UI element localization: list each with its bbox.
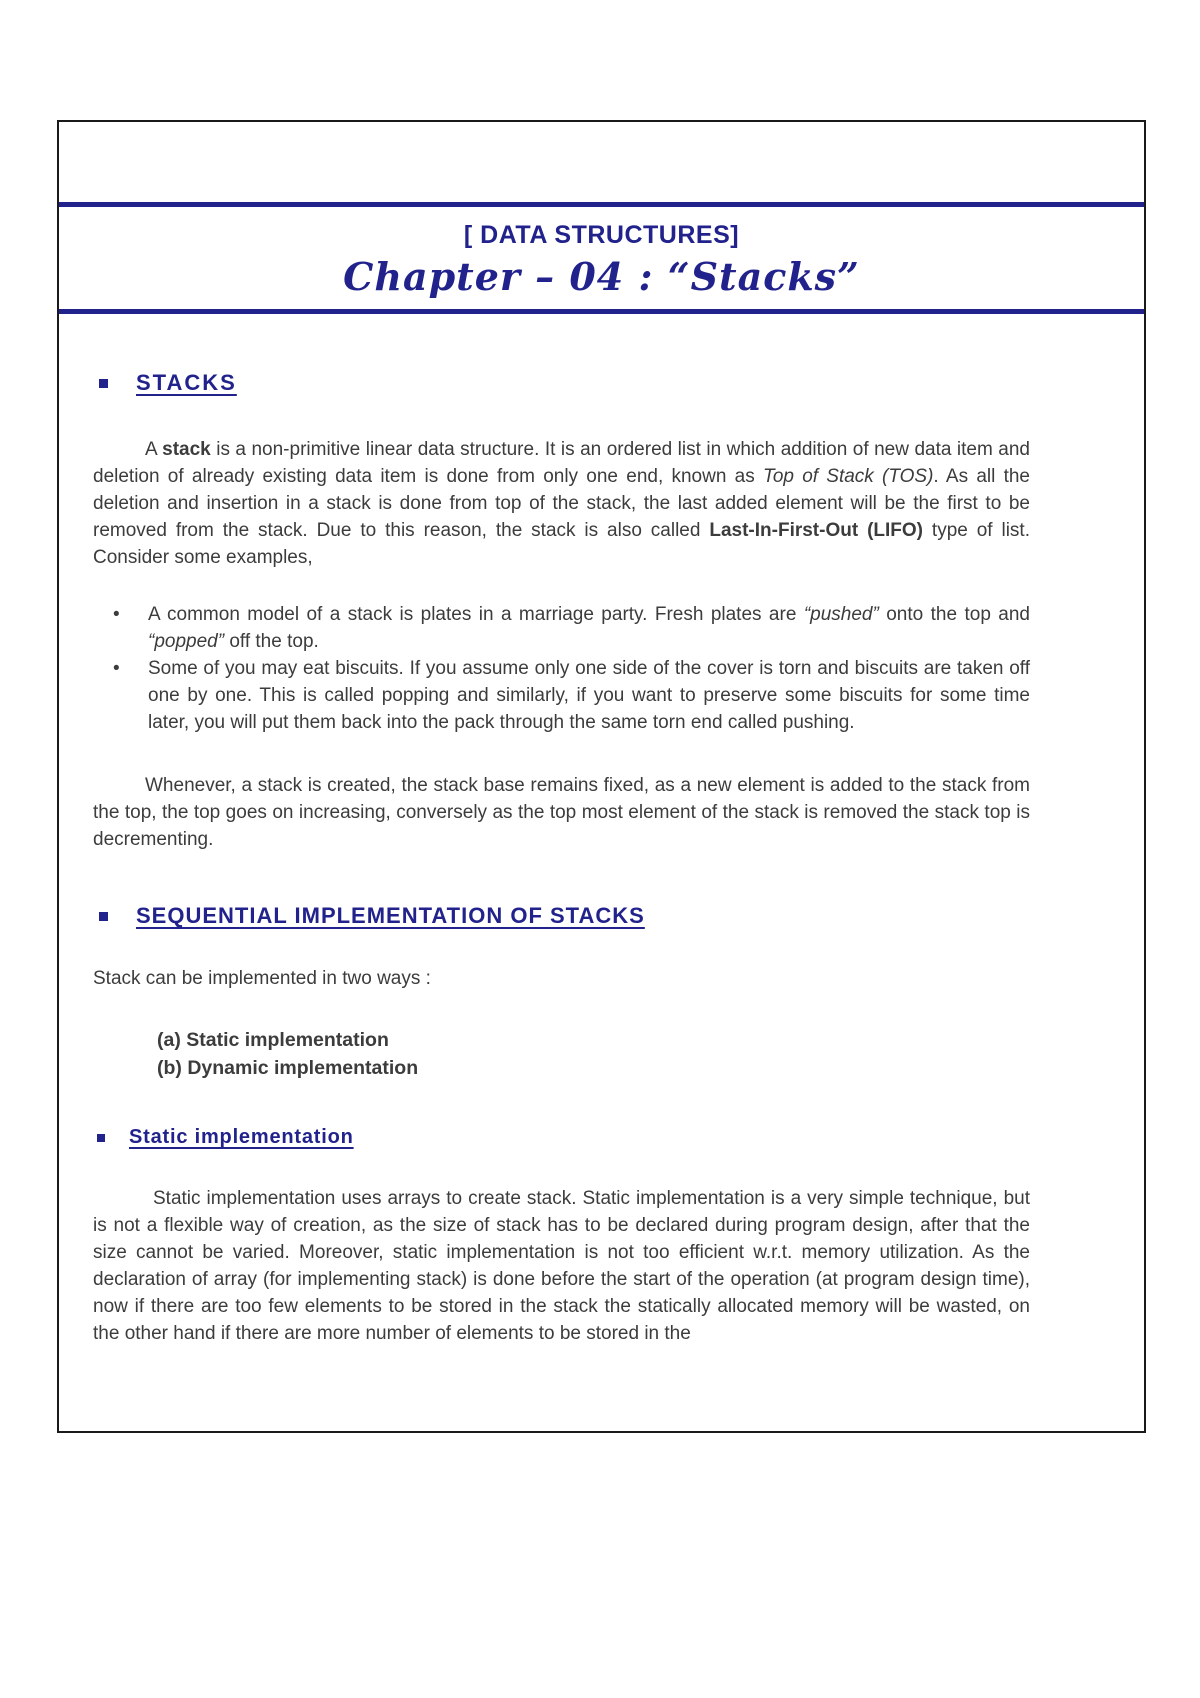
- examples-bullet-list: [93, 601, 1030, 736]
- square-bullet-icon: [99, 912, 108, 921]
- page-border-box: [57, 120, 1146, 1433]
- paragraph-stack-base: Whenever, a stack is created, the stack base remains fixed, as a new element is added to the stack from the top, the top goes on increasing, conversely as the top most element of the stack is removed the stack top is decrementing.: [93, 775, 1030, 850]
- heading-stacks: [93, 370, 1030, 396]
- list-item: [93, 655, 1030, 736]
- bullet-dot-icon: •: [113, 658, 120, 679]
- document-series-title: [ DATA STRUCTURES]: [463, 221, 740, 249]
- document-header: [59, 207, 1144, 309]
- subheading-static-implementation: [93, 1126, 1030, 1149]
- heading-sequential-label: SEQUENTIAL IMPLEMENTATION OF STACKS: [136, 903, 645, 928]
- list-item: [93, 601, 1030, 655]
- chapter-title: Chapter – 04 : “Stacks”: [343, 254, 860, 299]
- page-content: [59, 314, 1144, 1347]
- paragraph-static-implementation: Static implementation uses arrays to create stack. Static implementation is a very simple technique, but is not a flexible way of creation, as the size of stack has to be declared during program design, after that the size cannot be varied. Moreover, static implementation is not too efficient w.r.t. memory utilization. As the declaration of array (for implementing stack) is done before the start of the operation (at program design time), now if there are too few elements to be stored in the stack the statically allocated memory will be wasted, on the other hand if there are more number of elements to be stored in the: [93, 1188, 1030, 1344]
- bullet-biscuits-example: Some of you may eat biscuits. If you assume only one side of the cover is torn and biscuits are taken off one by one. This is called popping and similarly, if you want to preserve some biscuits for some time later, you will put them back into the pack through the same torn end called pushing.: [148, 658, 1030, 733]
- square-bullet-icon: [97, 1134, 105, 1142]
- heading-stacks-label: STACKS: [136, 370, 237, 395]
- option-static: (a) Static implementation: [157, 1029, 389, 1051]
- option-dynamic: (b) Dynamic implementation: [157, 1057, 419, 1079]
- paragraph-stack-definition: A stack is a non-primitive linear data structure. It is an ordered list in which addition of new data item and deletion of already existing data item is done from only one end, known as Top of Stack (TOS). As all the deletion and insertion in a stack is done from top of the stack, the last added element will be the first to be removed from the stack. Due to this reason, the stack is also called Last-In-First-Out (LIFO) type of list. Consider some examples,: [93, 439, 1030, 568]
- bullet-plates-example: A common model of a stack is plates in a marriage party. Fresh plates are “pushed” onto the top and “popped” off the top.: [148, 604, 1030, 652]
- square-bullet-icon: [99, 379, 108, 388]
- heading-sequential-implementation: [93, 903, 1030, 929]
- header-top-space: [59, 122, 1144, 202]
- implementation-options-list: [157, 1026, 1030, 1082]
- paragraph-two-ways: Stack can be implemented in two ways :: [93, 968, 431, 989]
- subheading-static-label: Static implementation: [129, 1126, 354, 1148]
- bullet-dot-icon: •: [113, 604, 120, 625]
